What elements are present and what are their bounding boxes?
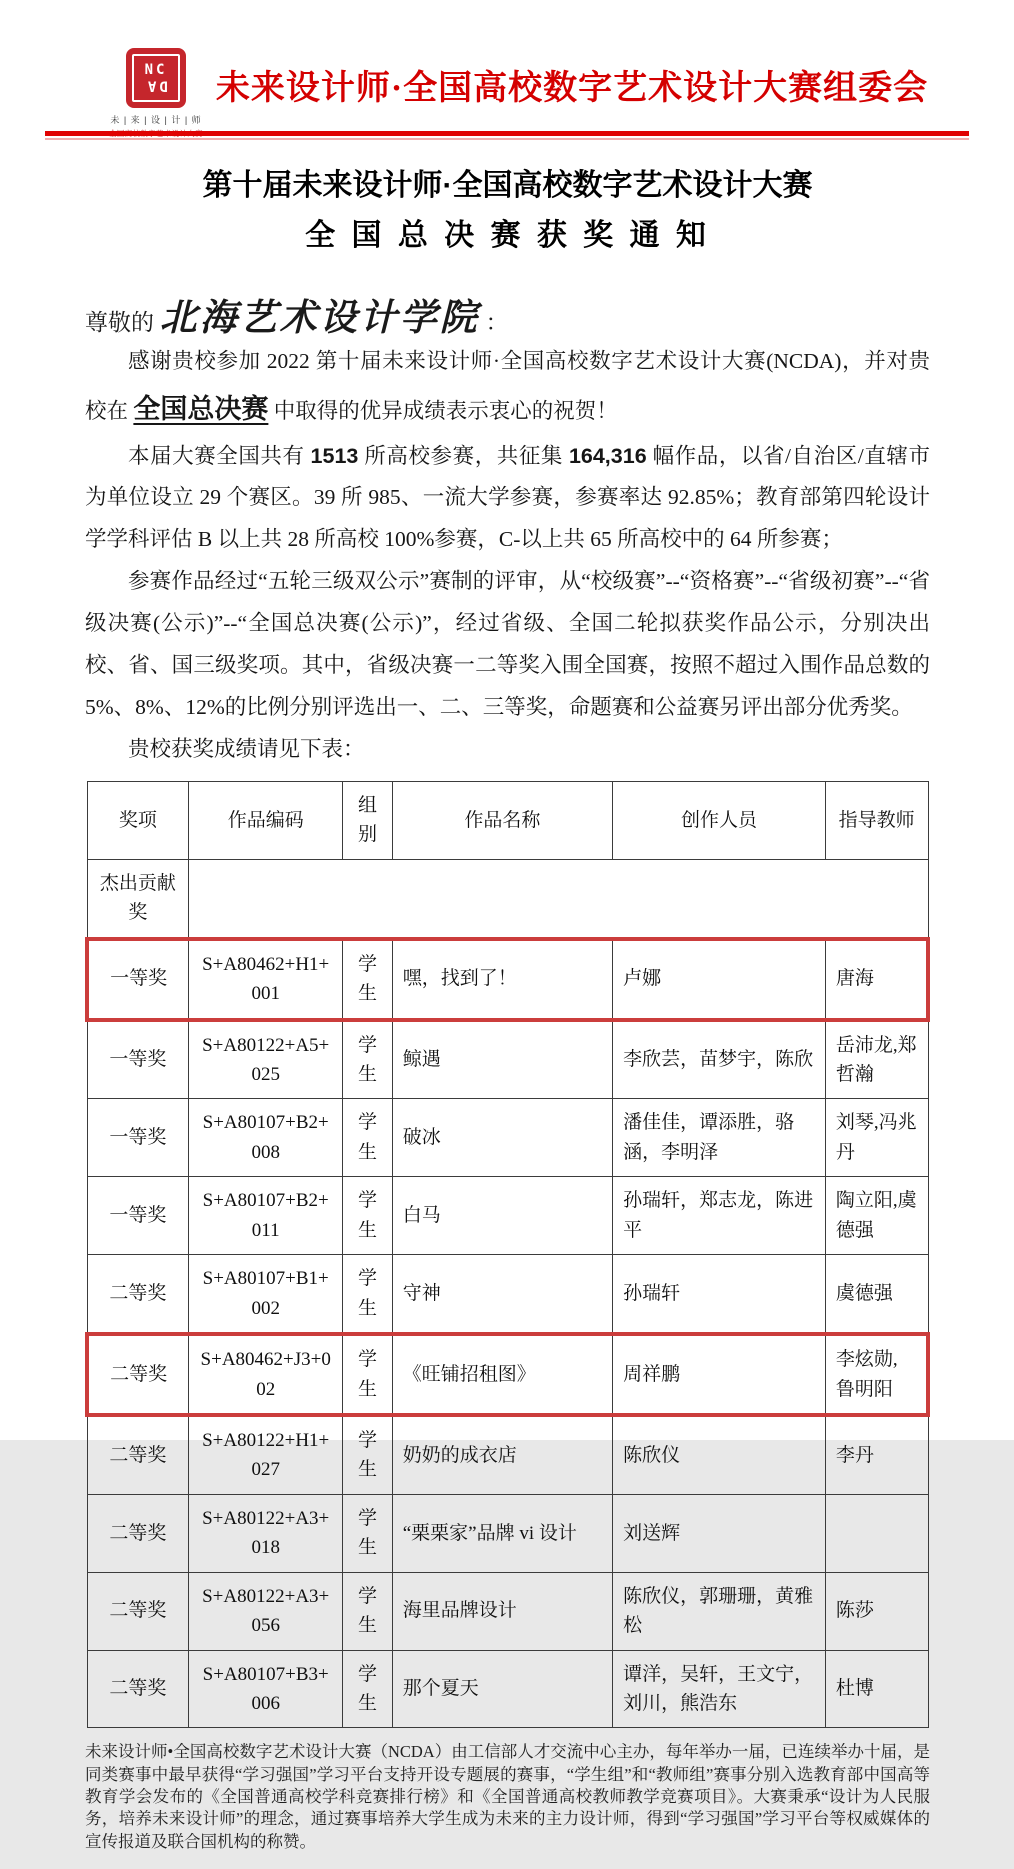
cell-code: S+A80107+B2+008	[189, 1099, 343, 1177]
cell-teachers: 李炫勋,鲁明阳	[825, 1334, 928, 1415]
special-award-row	[87, 859, 928, 938]
cell-creators: 孙瑞轩	[613, 1255, 826, 1334]
cell-creators: 孙瑞轩，郑志龙，陈进平	[613, 1177, 826, 1255]
cell-group: 学生	[343, 1494, 393, 1572]
col-header-group: 组别	[343, 781, 393, 859]
cell-award: 二等奖	[87, 1650, 189, 1728]
stats-text-2: 所高校参赛，共征集	[364, 443, 569, 468]
salutation-colon: ：	[485, 310, 509, 335]
cell-award: 二等奖	[87, 1572, 189, 1650]
col-header-code: 作品编码	[189, 781, 343, 859]
cell-teachers: 虞德强	[825, 1255, 928, 1334]
cell-code: S+A80107+B2+011	[189, 1177, 343, 1255]
cell-code: S+A80122+A5+025	[189, 1020, 343, 1099]
cell-creators: 卢娜	[613, 939, 826, 1020]
stat-works-count: 164,316	[568, 443, 647, 468]
school-name: 北海艺术设计学院	[159, 298, 480, 339]
cell-code: S+A80107+B3+006	[189, 1650, 343, 1728]
cell-teachers: 杜博	[825, 1650, 928, 1728]
header-row	[87, 781, 928, 859]
letter-body	[85, 140, 930, 1869]
cell-award: 二等奖	[87, 1255, 189, 1334]
cell-work-title: 奶奶的成衣店	[392, 1415, 612, 1494]
stats-text-1: 本届大赛全国共有	[128, 443, 311, 468]
cell-award: 一等奖	[87, 939, 189, 1020]
cell-creators: 谭洋，吴轩，王文宁，刘川，熊浩东	[613, 1650, 826, 1728]
paragraph-review-process: 参赛作品经过“五轮三级双公示”赛制的评审，从“校级赛”--“资格赛”--“省级初赛”--“省级决赛(公示)”--“全国总决赛(公示)”，经过省级、全国二轮拟获奖作品公示，分别决出校、省、国三级奖项。其中，省级决赛一二等奖入围全国赛，按照不超过入围作品总数的5%、8%、12%的比例分别评选出一、二、三等奖，命题赛和公益赛另评出部分优秀奖。	[85, 569, 930, 720]
salutation-prefix: 尊敬的	[85, 310, 154, 335]
table-row	[87, 939, 928, 1020]
cell-creators: 陈欣仪	[613, 1415, 826, 1494]
table-row	[87, 1415, 928, 1494]
table-row	[87, 1099, 928, 1177]
col-header-award: 奖项	[87, 781, 189, 859]
col-header-creators: 创作人员	[613, 781, 826, 859]
paragraph-table-intro: 贵校获奖成绩请见下表：	[128, 737, 365, 762]
table-row	[87, 1572, 928, 1650]
paragraph-thanks-text: 感谢贵校参加 2022 第十届未来设计师·全国高校数字艺术设计大赛(NCDA)，并对贵校在	[85, 349, 930, 423]
cell-group: 学生	[343, 1255, 393, 1334]
paragraph-statistics	[85, 436, 930, 562]
cell-creators: 潘佳佳，谭添胜，骆涵，李明泽	[613, 1099, 826, 1177]
table-row	[87, 1334, 928, 1415]
cell-teachers: 陈莎	[825, 1572, 928, 1650]
cell-work-title: 破冰	[392, 1099, 612, 1177]
awards-table-header	[87, 781, 928, 859]
seal-text-top: NC	[144, 62, 168, 79]
col-header-teachers: 指导教师	[825, 781, 928, 859]
document-title-line1: 第十届未来设计师·全国高校数字艺术设计大赛	[202, 169, 813, 202]
cell-teachers: 刘琴,冯兆丹	[825, 1099, 928, 1177]
document-title	[85, 164, 930, 257]
cell-work-title: 嘿，找到了！	[392, 939, 612, 1020]
table-row	[87, 1255, 928, 1334]
cell-award: 二等奖	[87, 1415, 189, 1494]
table-row	[87, 1177, 928, 1255]
stat-schools-count: 1513	[310, 443, 359, 468]
paragraph-thanks-tail: 中取得的优异成绩表示衷心的祝贺！	[273, 398, 618, 423]
ncda-seal-glyph	[132, 54, 180, 102]
document-title-line2: 全 国 总 决 赛 获 奖 通 知	[305, 218, 710, 252]
cell-teachers: 陶立阳,虞德强	[825, 1177, 928, 1255]
cell-code: S+A80462+J3+002	[189, 1334, 343, 1415]
letterhead	[0, 0, 1014, 140]
cell-award: 二等奖	[87, 1334, 189, 1415]
cell-group: 学生	[343, 1099, 393, 1177]
cell-award: 二等奖	[87, 1494, 189, 1572]
cell-award: 一等奖	[87, 1020, 189, 1099]
awards-table-body	[87, 859, 928, 1728]
cell-special-empty	[189, 859, 928, 938]
awards-table	[85, 781, 930, 1729]
cell-teachers	[825, 1494, 928, 1572]
cell-group: 学生	[343, 1334, 393, 1415]
cell-work-title: 海里品牌设计	[392, 1572, 612, 1650]
cell-creators: 周祥鹏	[613, 1334, 826, 1415]
logo-brand-text: 未 | 来 | 设 | 计 | 师	[110, 115, 202, 125]
table-row	[87, 1020, 928, 1099]
cell-creators: 陈欣仪，郭珊珊，黄雅松	[613, 1572, 826, 1650]
cell-work-title: 守神	[392, 1255, 612, 1334]
paragraph-thanks	[85, 341, 930, 436]
stats-text-3: 幅作品，以省/自治区/直辖市为单位设立 29 个赛区。39 所 985、一流大学参赛，参赛率达 92.85%；教育部第四轮设计学学科评估 B 以上共 28 所高校 100%参赛，C-以上共 65 所高校中的 64 所参赛；	[85, 443, 930, 552]
cell-creators: 刘送辉	[613, 1494, 826, 1572]
cell-award: 一等奖	[87, 1099, 189, 1177]
cell-code: S+A80122+H1+027	[189, 1415, 343, 1494]
cell-group: 学生	[343, 1415, 393, 1494]
cell-teachers: 唐海	[825, 939, 928, 1020]
salutation	[85, 287, 930, 341]
cell-group: 学生	[343, 1020, 393, 1099]
cell-work-title: 鲸遇	[392, 1020, 612, 1099]
ncda-logo	[104, 48, 208, 139]
cell-teachers: 岳沛龙,郑哲瀚	[825, 1020, 928, 1099]
ncda-seal-icon	[126, 48, 186, 108]
seal-text-bottom: DA	[144, 77, 168, 94]
cell-group: 学生	[343, 939, 393, 1020]
col-header-work: 作品名称	[392, 781, 612, 859]
final-round-emphasis: 全国总决赛	[133, 393, 269, 424]
cell-code: S+A80122+A3+018	[189, 1494, 343, 1572]
header-divider	[45, 131, 969, 140]
cell-code: S+A80122+A3+056	[189, 1572, 343, 1650]
cell-teachers: 李丹	[825, 1415, 928, 1494]
cell-work-title: 白马	[392, 1177, 612, 1255]
cell-work-title: 那个夏天	[392, 1650, 612, 1728]
cell-creators: 李欣芸，苗梦宇，陈欣	[613, 1020, 826, 1099]
cell-work-title: 《旺铺招租图》	[392, 1334, 612, 1415]
cell-code: S+A80107+B1+002	[189, 1255, 343, 1334]
divider-thick-line	[45, 131, 969, 136]
table-row	[87, 1494, 928, 1572]
cell-code: S+A80462+H1+001	[189, 939, 343, 1020]
footnote-text: 未来设计师•全国高校数字艺术设计大赛（NCDA）由工信部人才交流中心主办，每年举办一届，已连续举办十届，是同类赛事中最早获得“学习强国”学习平台支持开设专题展的赛事，“学生组”和“教师组”赛事分别入选教育部中国高等教育学会发布的《全国普通高校学科竞赛排行榜》和《全国普通高校教师教学竞赛项目》。大赛秉承“设计为人民服务，培养未来设计师”的理念，通过赛事培养大学生成为未来的主力设计师，得到“学习强国”学习平台等权威媒体的宣传报道及联合国机构的称赞。	[85, 1742, 930, 1851]
cell-group: 学生	[343, 1572, 393, 1650]
organizing-committee-title: 未来设计师·全国高校数字艺术设计大赛组委会	[215, 70, 929, 107]
cell-group: 学生	[343, 1650, 393, 1728]
cell-work-title: “栗栗家”品牌 vi 设计	[392, 1494, 612, 1572]
table-row	[87, 1650, 928, 1728]
cell-group: 学生	[343, 1177, 393, 1255]
cell-special-award: 杰出贡献奖	[87, 859, 189, 938]
cell-award: 一等奖	[87, 1177, 189, 1255]
